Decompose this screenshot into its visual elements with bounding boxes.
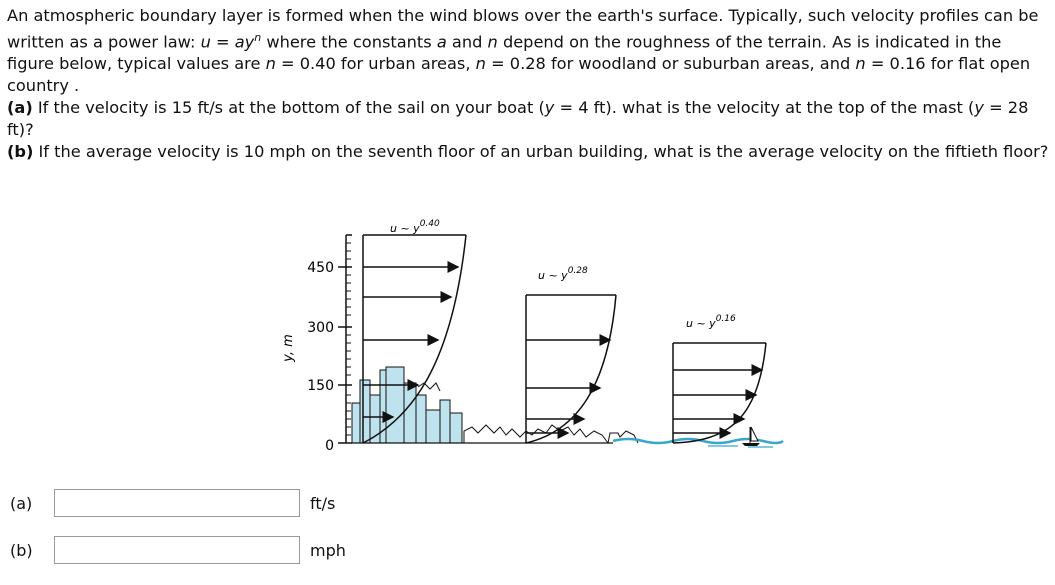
y-axis-label: y, m [281, 334, 296, 362]
profile-label-suburban: u ~ $y^{0.28}$ [538, 266, 588, 282]
profile-label-open-country: u ~ $y^{0.16}$ [686, 314, 736, 330]
y-axis [338, 235, 352, 443]
answer-input-a[interactable] [54, 489, 300, 517]
water-ripples [708, 446, 773, 447]
city-buildings [352, 367, 462, 443]
profile-label-urban: u ~ $y^{0.40}$ [390, 219, 440, 235]
tick-450: 450 [307, 260, 334, 276]
answer-label-b: (b) [10, 540, 33, 560]
answer-unit-b: mph [310, 540, 346, 560]
sailboat-icon [742, 427, 760, 446]
answer-input-b[interactable] [54, 536, 300, 564]
problem-part-a: (a) If the velocity is 15 ft/s at the bottom of the sail on your boat (y = 4 ft). what is the velocity at the top of the mast (y = 28 ft)? [7, 98, 1029, 140]
boundary-layer-figure [268, 205, 788, 465]
problem-intro: An atmospheric boundary layer is formed when the wind blows over the earth's surface. Typically, such velocity profiles can be written as a power law: $u = ay^n$ where the constants a and n depend on the roughness of the terrain. As is indicated in the figure below, typical values are n = 0.40 for urban areas, n = 0.28 for woodland or suburban areas, and n = 0.16 for flat open country . [7, 6, 1039, 96]
problem-statement [7, 5, 1052, 163]
tick-300: 300 [307, 320, 334, 336]
profile-suburban [526, 295, 616, 443]
answer-unit-a: ft/s [310, 493, 336, 513]
village-silhouette [608, 431, 638, 443]
boundary-layer-diagram [268, 205, 788, 465]
answer-row-a [10, 487, 335, 519]
tick-0: 0 [325, 438, 334, 454]
answer-label-a: (a) [10, 493, 33, 513]
problem-part-b: (b) If the average velocity is 10 mph on the seventh floor of an urban building, what is the average velocity on the fiftieth floor? [7, 142, 1049, 162]
tick-150: 150 [307, 378, 334, 394]
answer-row-b [10, 534, 346, 566]
